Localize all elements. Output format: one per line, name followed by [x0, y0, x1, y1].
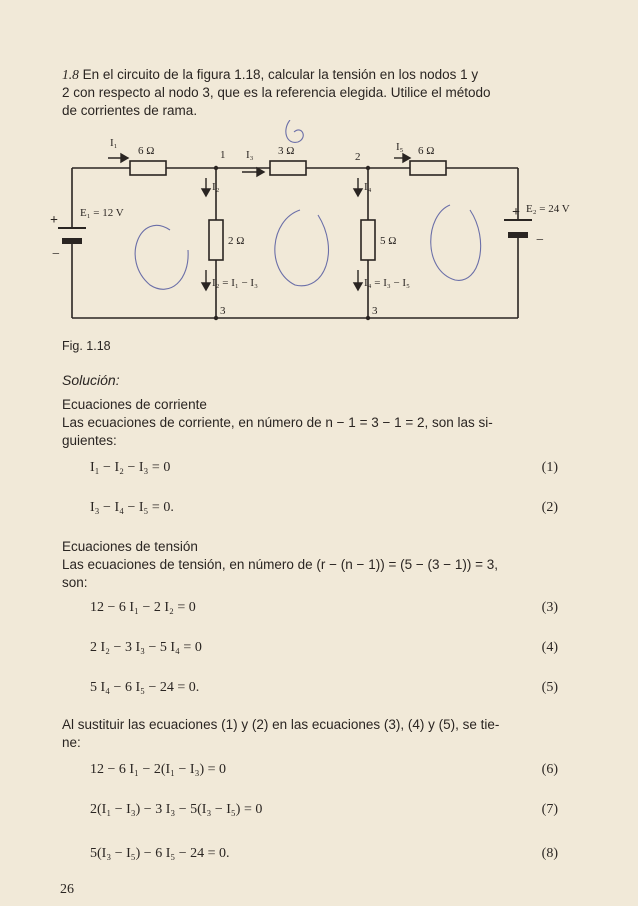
equation-8-number: (8) — [541, 846, 558, 861]
equation-3: 12 − 6 I₁ − 2 I₂ = 0 — [90, 600, 196, 615]
label-i5: I₅ — [396, 141, 404, 153]
label-i3: I₃ — [246, 149, 254, 161]
label-i4-eq: I₄ = I₃ − I₅ — [364, 277, 410, 289]
equation-8: 5(I₃ − I₅) − 6 I₅ − 24 = 0. — [90, 846, 230, 861]
label-r3: 3 Ω — [278, 145, 295, 157]
label-node2: 2 — [355, 151, 361, 163]
equation-4: 2 I₂ − 3 I₃ − 5 I₄ = 0 — [90, 640, 202, 655]
equation-2: I₃ − I₄ − I₅ = 0. — [90, 500, 174, 515]
label-node3a: 3 — [220, 305, 226, 317]
label-e1: E₁ = 12 V — [80, 207, 124, 219]
corriente-text-1: Las ecuaciones de corriente, en número de n − 1 = 3 − 1 = 2, son las si- — [62, 415, 493, 430]
label-r6b: 6 Ω — [418, 145, 435, 157]
page-number: 26 — [60, 882, 74, 897]
equation-2-number: (2) — [541, 500, 558, 515]
label-minus2: − — [536, 233, 544, 248]
equation-1: I₁ − I₂ − I₃ = 0 — [90, 460, 171, 475]
label-minus1: − — [52, 247, 60, 262]
label-i2: I₂ — [212, 181, 220, 193]
label-r5: 5 Ω — [380, 235, 397, 247]
tension-text-2: son: — [62, 575, 88, 590]
equation-5-number: (5) — [541, 680, 558, 695]
problem-line-1 — [62, 66, 478, 83]
label-i1: I₁ — [110, 137, 118, 149]
circuit-diagram — [50, 120, 570, 330]
label-plus1: + — [50, 213, 58, 228]
equation-3-number: (3) — [541, 600, 558, 615]
solucion-label: Solución: — [62, 372, 120, 388]
equation-7-number: (7) — [541, 802, 558, 817]
equation-6-number: (6) — [541, 762, 558, 777]
equation-5: 5 I₄ − 6 I₅ − 24 = 0. — [90, 680, 200, 695]
label-e2: E₂ = 24 V — [526, 203, 570, 215]
label-r2: 2 Ω — [228, 235, 245, 247]
equation-1-number: (1) — [541, 460, 558, 475]
label-node3b: 3 — [372, 305, 378, 317]
sustitucion-text-2: ne: — [62, 735, 81, 750]
equation-4-number: (4) — [541, 640, 558, 655]
figure-caption: Fig. 1.18 — [62, 339, 111, 353]
tension-heading: Ecuaciones de tensión — [62, 539, 198, 554]
corriente-text-2: guientes: — [62, 433, 117, 448]
problem-number: 1.8 — [62, 67, 79, 82]
corriente-heading: Ecuaciones de corriente — [62, 397, 207, 412]
problem-line-2: 2 con respecto al nodo 3, que es la referencia elegida. Utilice el método — [62, 85, 491, 100]
label-i2-eq: I₂ = I₁ − I₃ — [212, 277, 258, 289]
equation-6: 12 − 6 I₁ − 2(I₁ − I₃) = 0 — [90, 762, 227, 777]
label-node1: 1 — [220, 149, 226, 161]
equation-7: 2(I₁ − I₃) − 3 I₃ − 5(I₃ − I₅) = 0 — [90, 802, 263, 817]
label-i4: I₄ — [364, 181, 372, 193]
problem-line-3: de corrientes de rama. — [62, 103, 198, 118]
problem-text-1: En el circuito de la figura 1.18, calcular la tensión en los nodos 1 y — [82, 67, 479, 82]
label-r6a: 6 Ω — [138, 145, 155, 157]
label-plus2: + — [512, 205, 520, 220]
sustitucion-text-1: Al sustituir las ecuaciones (1) y (2) en las ecuaciones (3), (4) y (5), se tie- — [62, 717, 500, 732]
tension-text-1: Las ecuaciones de tensión, en número de (r − (n − 1)) = (5 − (3 − 1)) = 3, — [62, 557, 498, 572]
